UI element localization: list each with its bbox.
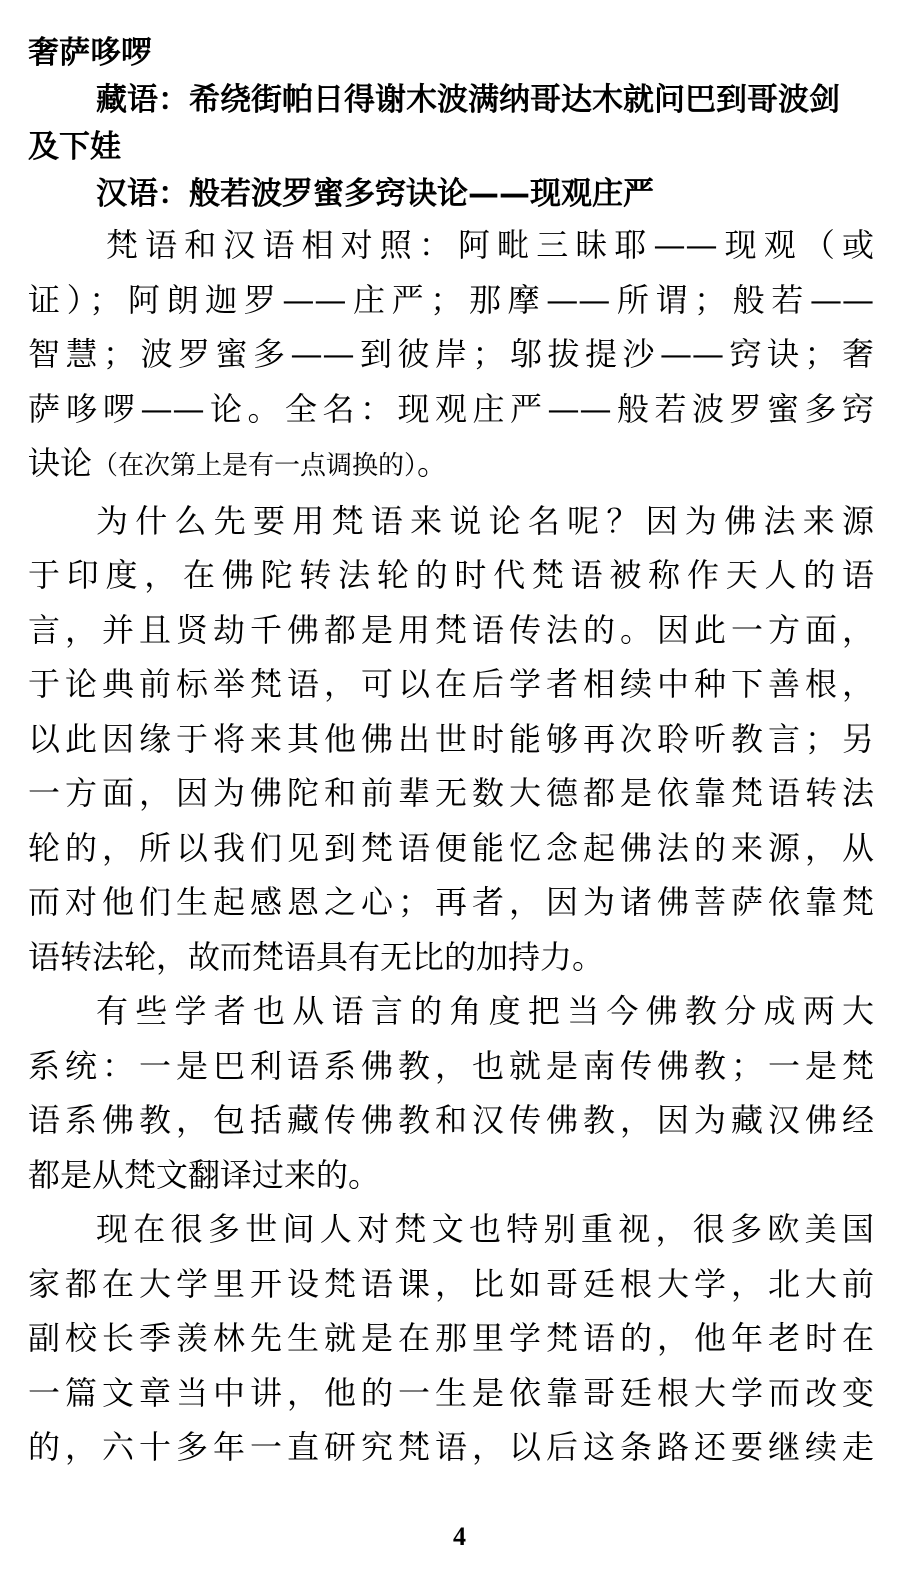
paragraph-line	[28, 436, 874, 494]
paragraph-line: 以此因缘于将来其他佛出世时能够再次聆听教言；另	[28, 719, 874, 758]
paragraph-text: 。	[417, 444, 450, 482]
chinese-title-line: 汉语：般若波罗蜜多窍诀论——现观庄严	[96, 176, 654, 212]
paragraph-4	[28, 1202, 874, 1475]
paragraph-line: 于论典前标举梵语，可以在后学者相续中种下善根，	[28, 665, 874, 703]
parenthetical-note: （在次第上是有一点调换的）	[92, 451, 418, 481]
paragraph-3	[28, 984, 874, 1202]
tibetan-title-line-1: 藏语：希绕街帕日得谢木波满纳哥达木就问巴到哥波剑	[96, 82, 840, 118]
paragraph-line: 而对他们生起感恩之心；再者，因为诸佛菩萨依靠梵	[28, 883, 874, 921]
paragraph-text: 诀论	[28, 444, 93, 482]
paragraph-line: 现在很多世间人对梵文也特别重视，很多欧美国	[96, 1210, 874, 1248]
paragraph-line: 一方面，因为佛陀和前辈无数大德都是依靠梵语转法	[28, 774, 874, 812]
page-number: 4	[453, 1522, 466, 1551]
paragraph-line: 有些学者也从语言的角度把当今佛教分成两大	[96, 992, 874, 1030]
paragraph-line: 于印度，在佛陀转法轮的时代梵语被称作天人的语	[28, 556, 874, 594]
paragraph-line: 为什么先要用梵语来说论名呢？因为佛法来源	[96, 501, 874, 540]
paragraph-line: 系统：一是巴利语系佛教，也就是南传佛教；一是梵	[28, 1046, 874, 1085]
paragraph-line: 家都在大学里开设梵语课，比如哥廷根大学，北大前	[28, 1264, 874, 1303]
heading-line-1: 奢萨哆啰	[28, 35, 152, 71]
document-page	[28, 30, 874, 1475]
paragraph-line: 言，并且贤劫千佛都是用梵语传法的。因此一方面，	[28, 610, 874, 649]
paragraph-line: 智慧；波罗蜜多——到彼岸；邬拔提沙——窍诀；奢	[28, 335, 874, 373]
paragraph-line: 语系佛教，包括藏传佛教和汉传佛教，因为藏汉佛经	[28, 1101, 874, 1139]
paragraph-line: 一篇文章当中讲，他的一生是依靠哥廷根大学而改变	[28, 1373, 874, 1412]
paragraph-line: 轮的，所以我们见到梵语便能忆念起佛法的来源，从	[28, 828, 874, 867]
paragraph-2	[28, 494, 874, 985]
paragraph-1	[28, 218, 874, 494]
paragraph-line: 证）；阿朗迦罗——庄严；那摩——所谓；般若——	[28, 280, 874, 319]
paragraph-line: 语转法轮，故而梵语具有无比的加持力。	[28, 937, 605, 976]
paragraph-line: 萨哆啰——论。全名：现观庄严——般若波罗蜜多窍	[28, 389, 874, 428]
paragraph-line: 副校长季羡林先生就是在那里学梵语的，他年老时在	[28, 1319, 874, 1357]
paragraph-line: 都是从梵文翻译过来的。	[28, 1155, 381, 1194]
paragraph-line: 梵语和汉语相对照：阿毗三昧耶——现观（或	[106, 226, 874, 264]
tibetan-title-line-2: 及下娃	[28, 129, 121, 165]
paragraph-line: 的，六十多年一直研究梵语，以后这条路还要继续走	[28, 1428, 874, 1466]
